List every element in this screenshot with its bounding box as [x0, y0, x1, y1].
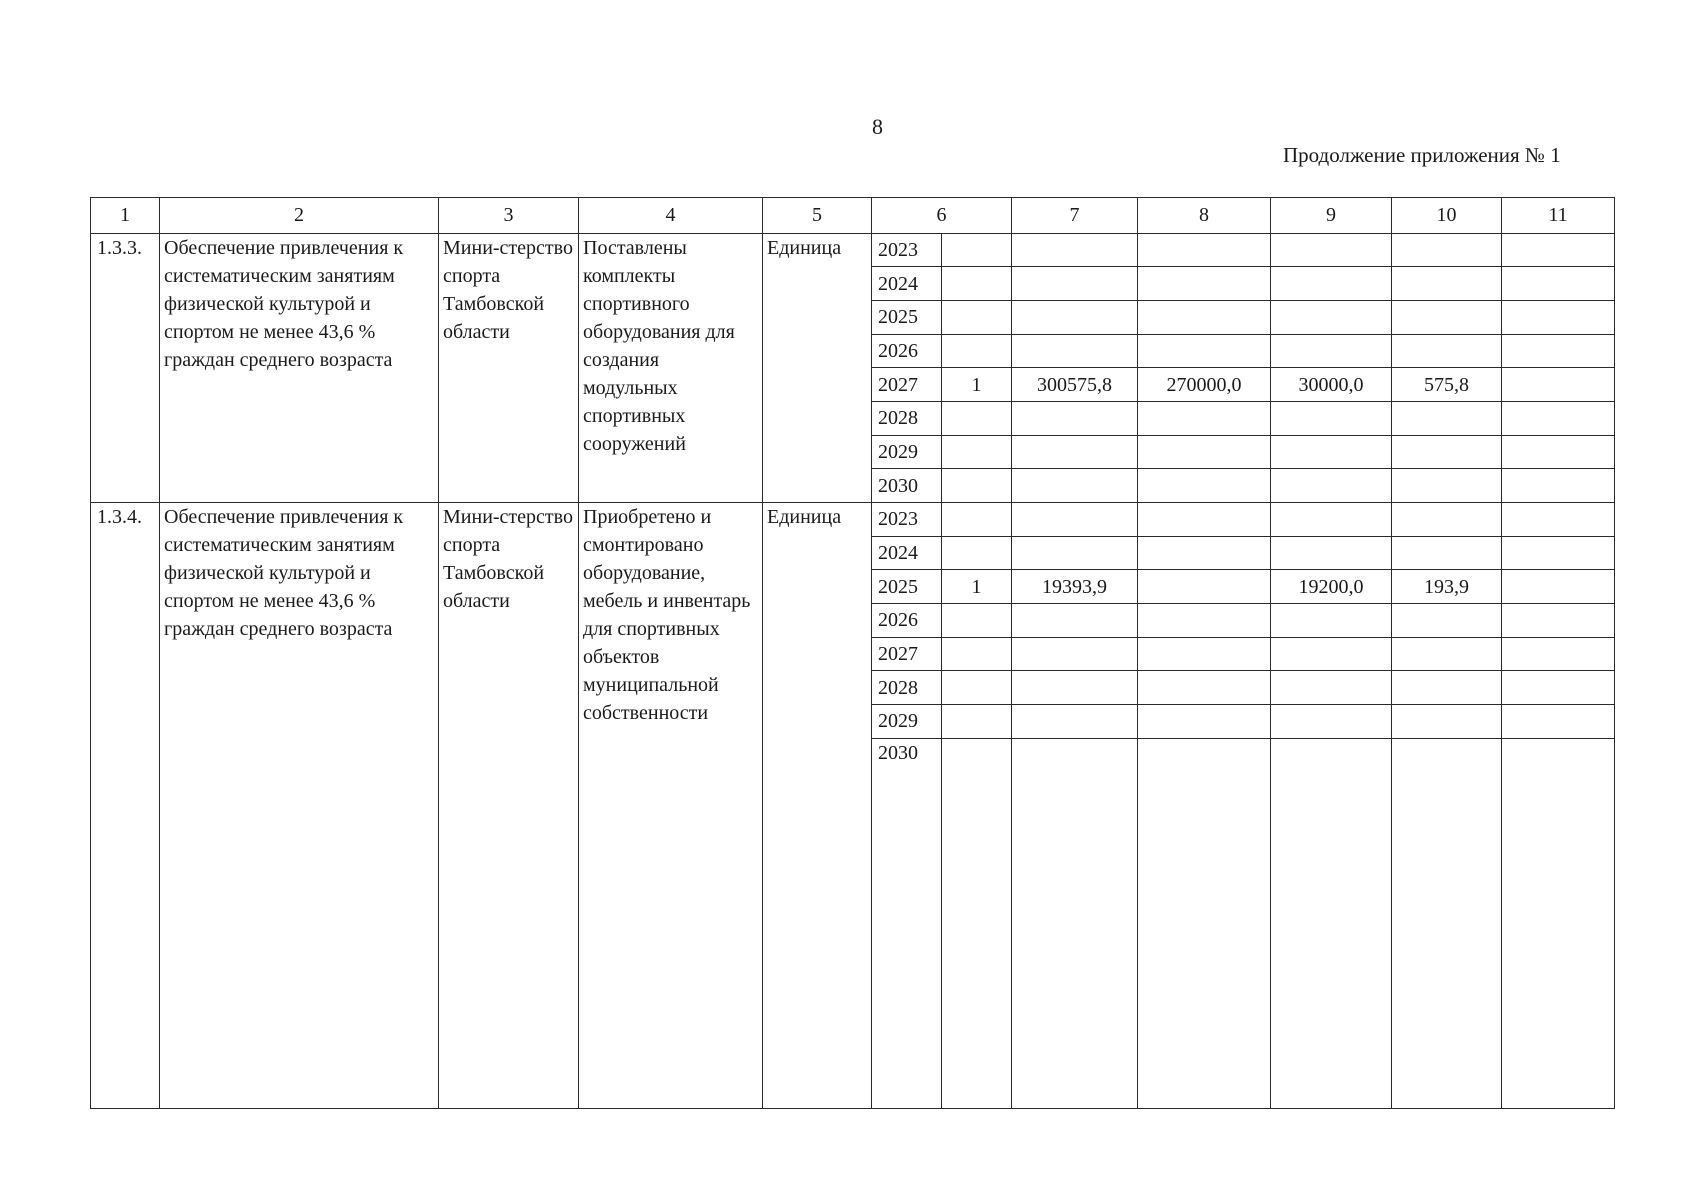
value-cell [1138, 233, 1271, 267]
value-cell [1138, 334, 1271, 368]
year-cell: 2023 [872, 233, 942, 267]
value-cell [1271, 536, 1392, 570]
header-cell: 2 [160, 198, 439, 234]
row-result: Приобретено и смонтировано оборудование, мебель и инвентарь для спортивных объектов муниципальной собственности [579, 503, 763, 1109]
year-cell: 2029 [872, 704, 942, 738]
value-cell [1012, 435, 1138, 469]
header-cell: 4 [579, 198, 763, 234]
year-cell: 2025 [872, 301, 942, 335]
value-cell [1271, 637, 1392, 671]
qty-cell [942, 637, 1012, 671]
value-cell [1138, 570, 1271, 604]
value-cell: 270000,0 [1138, 368, 1271, 402]
value-cell [1392, 334, 1502, 368]
value-cell [1271, 267, 1392, 301]
header-cell: 7 [1012, 198, 1138, 234]
value-cell [1271, 402, 1392, 436]
value-cell: 19393,9 [1012, 570, 1138, 604]
value-cell [1502, 671, 1615, 705]
value-cell: 575,8 [1392, 368, 1502, 402]
value-cell [1502, 368, 1615, 402]
value-cell [1012, 704, 1138, 738]
table-row [91, 233, 1615, 267]
value-cell [1502, 603, 1615, 637]
qty-cell [942, 301, 1012, 335]
value-cell [1012, 503, 1138, 537]
qty-cell: 1 [942, 368, 1012, 402]
value-cell [1271, 671, 1392, 705]
value-cell [1138, 536, 1271, 570]
program-table [90, 197, 1615, 1109]
year-cell: 2024 [872, 267, 942, 301]
value-cell [1502, 536, 1615, 570]
row-description: Обеспечение привлечения к систематическим занятиям физической культурой и спортом не менее 43,6 % граждан среднего возраста [160, 233, 439, 502]
value-cell [1392, 301, 1502, 335]
row-unit: Единица [763, 233, 872, 502]
value-cell [1138, 704, 1271, 738]
year-cell: 2023 [872, 503, 942, 537]
year-cell: 2030 [872, 738, 942, 1108]
header-cell: 10 [1392, 198, 1502, 234]
value-cell [1392, 637, 1502, 671]
value-cell [1012, 334, 1138, 368]
value-cell [1502, 435, 1615, 469]
year-cell: 2028 [872, 671, 942, 705]
qty-cell [942, 704, 1012, 738]
value-cell [1502, 233, 1615, 267]
value-cell [1138, 469, 1271, 503]
year-cell: 2030 [872, 469, 942, 503]
appendix-note: Продолжение приложения № 1 [1283, 143, 1561, 167]
value-cell: 300575,8 [1012, 368, 1138, 402]
year-cell: 2026 [872, 603, 942, 637]
value-cell [1502, 267, 1615, 301]
header-cell: 1 [91, 198, 160, 234]
value-cell [1392, 671, 1502, 705]
value-cell [1502, 570, 1615, 604]
value-cell [1392, 603, 1502, 637]
qty-cell: 1 [942, 570, 1012, 604]
row-result: Поставлены комплекты спортивного оборудования для создания модульных спортивных сооружений [579, 233, 763, 502]
value-cell [1271, 738, 1392, 1108]
qty-cell [942, 503, 1012, 537]
value-cell [1012, 738, 1138, 1108]
value-cell [1392, 402, 1502, 436]
value-cell [1502, 637, 1615, 671]
value-cell [1138, 402, 1271, 436]
year-cell: 2024 [872, 536, 942, 570]
value-cell [1502, 738, 1615, 1108]
year-cell: 2027 [872, 368, 942, 402]
year-cell: 2025 [872, 570, 942, 604]
value-cell [1392, 233, 1502, 267]
value-cell [1012, 233, 1138, 267]
value-cell [1271, 334, 1392, 368]
header-cell: 6 [872, 198, 1012, 234]
value-cell [1502, 301, 1615, 335]
value-cell [1138, 738, 1271, 1108]
value-cell [1012, 671, 1138, 705]
qty-cell [942, 435, 1012, 469]
value-cell [1271, 469, 1392, 503]
value-cell [1392, 738, 1502, 1108]
value-cell [1138, 671, 1271, 705]
qty-cell [942, 536, 1012, 570]
row-executor: Мини-стерство спорта Тамбовской области [439, 233, 579, 502]
value-cell [1012, 301, 1138, 335]
value-cell [1392, 503, 1502, 537]
value-cell [1012, 536, 1138, 570]
value-cell [1502, 334, 1615, 368]
value-cell [1502, 469, 1615, 503]
value-cell [1271, 704, 1392, 738]
value-cell [1392, 704, 1502, 738]
qty-cell [942, 603, 1012, 637]
value-cell: 30000,0 [1271, 368, 1392, 402]
value-cell [1012, 267, 1138, 301]
value-cell [1012, 402, 1138, 436]
value-cell [1392, 267, 1502, 301]
row-code: 1.3.4. [91, 503, 160, 1109]
header-cell: 11 [1502, 198, 1615, 234]
value-cell: 193,9 [1392, 570, 1502, 604]
header-cell: 3 [439, 198, 579, 234]
qty-cell [942, 402, 1012, 436]
table-row [91, 503, 1615, 537]
value-cell [1271, 503, 1392, 537]
header-cell: 8 [1138, 198, 1271, 234]
value-cell [1392, 435, 1502, 469]
value-cell [1138, 503, 1271, 537]
value-cell [1392, 469, 1502, 503]
qty-cell [942, 233, 1012, 267]
value-cell [1012, 469, 1138, 503]
value-cell [1502, 503, 1615, 537]
value-cell [1138, 435, 1271, 469]
value-cell [1138, 603, 1271, 637]
qty-cell [942, 469, 1012, 503]
qty-cell [942, 267, 1012, 301]
value-cell [1012, 637, 1138, 671]
value-cell [1138, 637, 1271, 671]
value-cell [1271, 435, 1392, 469]
value-cell [1138, 301, 1271, 335]
value-cell [1271, 301, 1392, 335]
value-cell [1502, 704, 1615, 738]
value-cell [1012, 603, 1138, 637]
header-cell: 9 [1271, 198, 1392, 234]
row-executor: Мини-стерство спорта Тамбовской области [439, 503, 579, 1109]
value-cell [1138, 267, 1271, 301]
header-cell: 5 [763, 198, 872, 234]
year-cell: 2027 [872, 637, 942, 671]
qty-cell [942, 738, 1012, 1108]
header-row [91, 198, 1615, 234]
value-cell [1271, 603, 1392, 637]
value-cell: 19200,0 [1271, 570, 1392, 604]
year-cell: 2028 [872, 402, 942, 436]
year-cell: 2029 [872, 435, 942, 469]
row-unit: Единица [763, 503, 872, 1109]
value-cell [1392, 536, 1502, 570]
row-description: Обеспечение привлечения к систематическим занятиям физической культурой и спортом не менее 43,6 % граждан среднего возраста [160, 503, 439, 1109]
qty-cell [942, 671, 1012, 705]
value-cell [1502, 402, 1615, 436]
page-number: 8 [872, 114, 883, 139]
year-cell: 2026 [872, 334, 942, 368]
qty-cell [942, 334, 1012, 368]
row-code: 1.3.3. [91, 233, 160, 502]
value-cell [1271, 233, 1392, 267]
